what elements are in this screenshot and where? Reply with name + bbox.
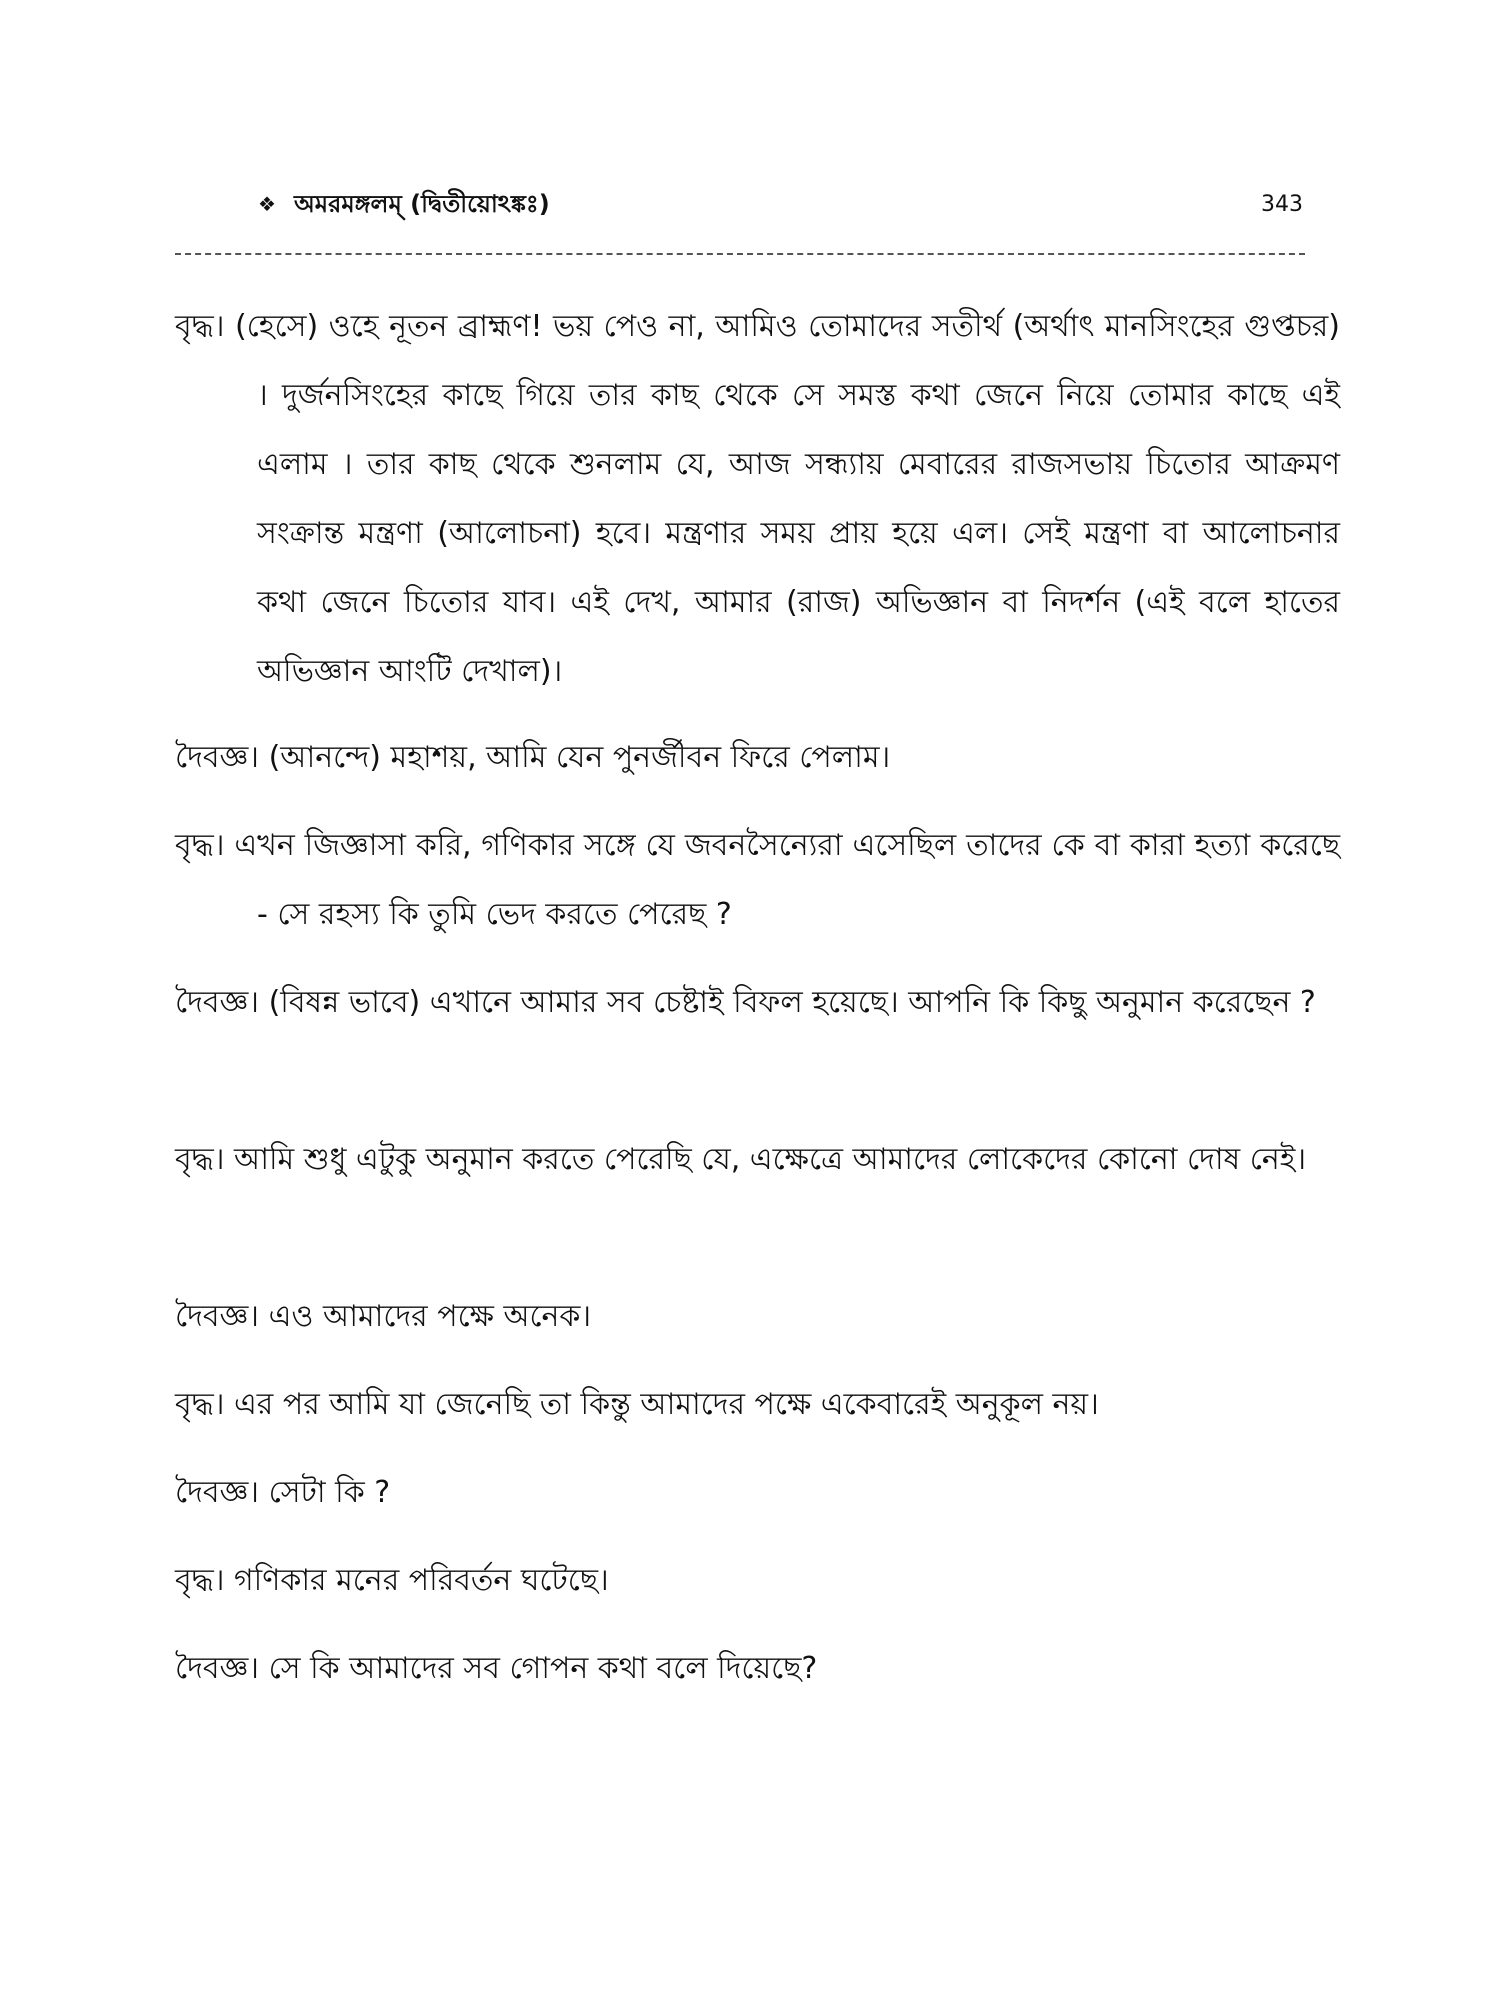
dialogue-entry: [175, 1370, 1340, 1439]
dialogue-entry: [175, 723, 1340, 792]
speech-text: আমি শুধু এটুকু অনুমান করতে পেরেছি যে, এক্ষেত্রে আমাদের লোকেদের কোনো দোষ নেই।: [224, 1142, 1307, 1177]
speaker-label: বৃদ্ধ।: [175, 1142, 225, 1177]
running-head-title: অমরমঙ্গলম্ (দ্বিতীয়োঽঙ্কঃ): [294, 190, 550, 218]
speaker-label: দৈবজ্ঞ।: [175, 1299, 260, 1334]
speaker-label: দৈবজ্ঞ।: [175, 1651, 260, 1686]
speaker-label: বৃদ্ধ।: [175, 1563, 225, 1598]
speaker-label: বৃদ্ধ।: [175, 1387, 225, 1422]
speech-text: (বিষন্ন ভাবে) এখানে আমার সব চেষ্টাই বিফল হয়েছে। আপনি কি কিছু অনুমান করেছেন ?: [259, 985, 1316, 1020]
speech-text: এখন জিজ্ঞাসা করি, গণিকার সঙ্গে যে জবনসৈন্যেরা এসেছিল তাদের কে বা কারা হত্যা করেছে - সে রহস্য কি তুমি ভেদ করতে পেরেছ ?: [224, 828, 1340, 932]
dialogue-entry: [175, 292, 1340, 706]
speech-text: গণিকার মনের পরিবর্তন ঘটেছে।: [224, 1563, 609, 1598]
dialogue-entry: [175, 1125, 1340, 1194]
speech-text: সেটা কি ?: [259, 1475, 391, 1510]
speaker-label: বৃদ্ধ।: [175, 309, 225, 344]
dialogue-entry: [175, 1458, 1340, 1527]
dialogue-entry: [175, 1546, 1340, 1615]
speaker-label: দৈবজ্ঞ।: [175, 985, 260, 1020]
speech-text: (হেসে) ওহে নূতন ব্রাহ্মণ! ভয় পেও না, আমিও তোমাদের সতীর্থ (অর্থাৎ মানসিংহের গুপ্তচর) । দুর্জনসিংহের কাছে গিয়ে তার কাছ থেকে সে সমস্ত কথা জেনে নিয়ে তোমার কাছে এই এলাম । তার কাছ থেকে শুনলাম যে, আজ সন্ধ্যায় মেবারের রাজসভায় চিতোর আক্রমণ সংক্রান্ত মন্ত্রণা (আলোচনা) হবে। মন্ত্রণার সময় প্রায় হয়ে এল। সেই মন্ত্রণা বা আলোচনার কথা জেনে চিতোর যাব। এই দেখ, আমার (রাজ) অভিজ্ঞান বা নিদর্শন (এই বলে হাতের অভিজ্ঞান আংটি দেখাল)।: [224, 309, 1340, 689]
dialogue-entry: [175, 811, 1340, 949]
speaker-label: দৈবজ্ঞ।: [175, 740, 260, 775]
speaker-label: বৃদ্ধ।: [175, 828, 225, 863]
dialogue-entry: [175, 1282, 1340, 1351]
speech-text: (আনন্দে) মহাশয়, আমি যেন পুনর্জীবন ফিরে পেলাম।: [259, 740, 891, 775]
dialogue-entry: [175, 1634, 1340, 1703]
speech-text: এর পর আমি যা জেনেছি তা কিন্তু আমাদের পক্ষে একেবারেই অনুকূল নয়।: [224, 1387, 1099, 1422]
header-bullet-icon: ❖: [258, 192, 276, 216]
page-number: 343: [1261, 192, 1303, 217]
speech-text: এও আমাদের পক্ষে অনেক।: [259, 1299, 592, 1334]
speaker-label: দৈবজ্ঞ।: [175, 1475, 260, 1510]
speech-text: সে কি আমাদের সব গোপন কথা বলে দিয়েছে?: [259, 1651, 818, 1686]
dialogue-entry: [175, 968, 1340, 1037]
